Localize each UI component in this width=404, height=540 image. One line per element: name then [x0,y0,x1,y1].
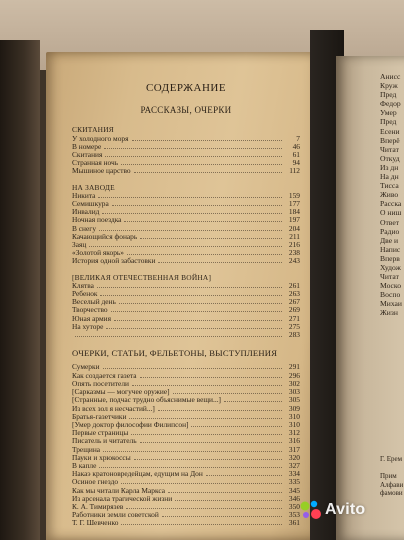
toc-entry-title: Никита [72,190,96,200]
toc-entry-title: Семишкура [72,199,109,209]
toc-entry-title: К. А. Тимирязев [72,501,124,511]
dot-leader [99,230,282,231]
toc-entry-page: 312 [288,428,300,438]
toc-section [72,274,300,340]
toc-entry-title: Заяц [72,240,87,250]
dot-leader [105,156,282,157]
right-page-line: Худож [380,262,401,272]
right-page-line: Федор [380,99,401,109]
right-page-line: Круж [380,81,398,91]
dot-leader [89,246,282,247]
toc-entry-title: В номере [72,141,102,151]
right-page-line: Радио [380,226,400,236]
toc-entry-title: [Умер доктор философии Филипсон] [72,419,189,429]
toc-section-head: НА ЗАВОДЕ [72,182,115,192]
toc-entry-page: 345 [288,485,300,495]
toc-entry-title: Писатель и читатель [72,436,137,446]
part2-title: ОЧЕРКИ, СТАТЬИ, ФЕЛЬЕТОНЫ, ВЫСТУПЛЕНИЯ [72,348,278,359]
right-page-note-line: фамови [380,489,403,497]
toc-entry-title: Сумерки [72,362,100,372]
dot-leader [121,524,282,525]
toc-entry-page: 305 [288,395,300,405]
right-page-line: Пред [380,117,397,127]
right-page-line: На дн [380,172,399,182]
toc-entry-page: 211 [289,231,300,241]
right-page-note [380,455,404,498]
toc-entry-title: Юная армия [72,313,111,323]
right-page-line: Умер [380,108,397,118]
toc-entry-page: 61 [292,150,300,160]
toc-entry-page: 267 [288,297,300,307]
dot-leader [99,467,282,468]
dot-leader [175,500,282,501]
right-page-line: Анисс [380,72,401,81]
toc-entry-page: 310 [288,419,300,429]
right-page-line: Вперв [380,253,400,263]
dot-leader [132,140,282,141]
toc-entry [72,437,300,445]
toc-entry-title: Как создается газета [72,370,137,380]
dot-leader [173,393,282,394]
dot-leader [121,483,282,484]
toc-entry-title: Мышиное царство [72,166,131,176]
dot-leader [102,213,282,214]
dot-leader [158,262,282,263]
toc-entry-page: 346 [288,493,300,503]
toc-entry [72,331,300,339]
dot-leader [114,320,282,321]
right-page-line: Жизн [380,308,398,318]
toc-entry-title: Первые страницы [72,428,129,438]
toc-entry-title: Из арсенала трагической жизни [72,493,173,503]
dot-leader [124,221,282,222]
avito-logo-icon [300,500,322,520]
toc-entry-title: Опять посетители [72,378,129,388]
toc-entry [72,282,300,290]
right-page-line: Читат [380,272,399,282]
toc-section [72,126,300,175]
toc-entry-title: Странная ночь [72,158,119,168]
right-page-line: Моско [380,281,402,291]
dot-leader [100,295,282,296]
toc-entry-page: 7 [296,133,300,143]
right-page-line: Пред [380,90,397,100]
toc-section-head: СКИТАНИЯ [72,125,114,135]
dot-leader [134,172,282,173]
toc-section [72,184,300,266]
toc-entry-title: Творчество [72,305,108,315]
toc-entry-page: 296 [288,370,300,380]
toc-entry-title: В капле [72,460,97,470]
toc-entry [72,135,300,143]
toc-entry-page: 159 [288,190,300,200]
toc-entry-title: Т. Г. Шевченко [72,518,119,528]
toc-entry-page: 309 [288,403,300,413]
toc-entry-page: 303 [288,387,300,397]
toc-entry-title: Братья-газетчики [72,411,127,421]
dot-leader [224,401,282,402]
toc-entry [72,519,300,527]
toc-entry-page: 269 [288,305,300,315]
right-page-line: Напис [380,244,401,254]
toc-entry-page: 197 [288,215,300,225]
toc-entry [72,233,300,241]
toc-entry-page: 302 [288,378,300,388]
toc-entry-page: 243 [288,256,300,266]
toc-sections [72,126,300,339]
right-page-text [380,72,404,318]
toc-entry-page: 184 [288,207,300,217]
right-page-line: Расска [380,199,402,209]
right-page-line: Ответ [380,217,400,227]
dot-leader [103,368,282,369]
avito-watermark [300,500,365,520]
right-page-line: Из дн [380,162,399,172]
table-of-contents [72,84,300,528]
dot-leader [134,459,282,460]
dot-leader [127,254,282,255]
dot-leader [168,492,282,493]
toc-entry-title: Как мы читали Карла Маркса [72,485,165,495]
toc-entry [72,200,300,208]
right-page-line: Читат [380,144,399,154]
toc-entry [72,454,300,462]
toc-entry-page: 327 [288,460,300,470]
toc-part2-entries [72,363,300,527]
dot-leader [121,164,282,165]
toc-entry-page: 275 [288,321,300,331]
toc-entry [72,257,300,265]
toc-entry-page: 112 [289,166,300,176]
toc-entry-page: 177 [288,199,300,209]
dot-leader [132,385,282,386]
toc-entry-title: «Золотой якорь» [72,248,124,258]
toc-entry-title: В снегу [72,223,97,233]
dot-leader [140,442,282,443]
dot-leader [75,336,282,337]
dot-leader [162,516,282,517]
toc-entry-page: 320 [288,452,300,462]
toc-entry-page: 353 [288,510,300,520]
dot-leader [158,410,282,411]
dot-leader [98,197,282,198]
toc-entry-page: 291 [288,362,300,372]
toc-entry-title: У холодного моря [72,133,129,143]
right-page-line: О ниш [380,208,402,218]
dot-leader [112,205,282,206]
toc-entry-title: Веселый день [72,297,116,307]
right-page-note-line [380,464,404,473]
toc-entry [72,216,300,224]
dot-leader [119,303,282,304]
toc-entry-page: 271 [288,313,300,323]
dot-leader [140,377,282,378]
right-page-note-line: Алфави [380,480,404,489]
toc-entry-page: 361 [288,518,300,528]
dot-leader [131,434,282,435]
toc-entry-title: Скитания [72,150,103,160]
right-page-line: Вперё [380,135,400,145]
toc-section-head: [ВЕЛИКАЯ ОТЕЧЕСТВЕННАЯ ВОЙНА] [72,272,212,282]
part-title: РАССКАЗЫ, ОЧЕРКИ [140,105,232,116]
toc-entry-page: 317 [288,444,300,454]
toc-entry-title: [Странные, подчас трудно объяснимые вещи...] [72,395,221,405]
toc-entry-page: 310 [288,411,300,421]
toc-entry-title: Трещина [72,444,101,454]
toc-entry-title: Инвалид [72,207,100,217]
toc-entry-title: Накаэ кратоновредейцам, едущим на Дон [72,469,203,479]
toc-entry [72,323,300,331]
toc-entry-title: Ночная поездка [72,215,122,225]
dot-leader [104,148,282,149]
right-page-line: Живо [380,190,399,200]
toc-entry-title: Клятва [72,280,94,290]
toc-entry-page: 350 [288,501,300,511]
toc-entry-title: История одной забастовки [72,256,156,266]
toc-entry-title: [Сарказмы — могучее оружие] [72,387,170,397]
toc-entry-page: 263 [288,289,300,299]
toc-entry-page: 261 [288,280,300,290]
toc-entry-title: Качающийся фонарь [72,231,138,241]
toc-entry [72,315,300,323]
toc-heading: СОДЕРЖАНИЕ [145,82,227,94]
toc-entry-title: Из всех зол я несчастий...] [72,403,155,413]
avito-brand-text: Avito [325,501,366,518]
dot-leader [191,426,282,427]
toc-entry-title: Ребенок [72,289,98,299]
toc-entry-page: 316 [288,436,300,446]
dot-leader [206,475,282,476]
toc-entry [72,167,300,175]
toc-entry-page: 335 [288,477,300,487]
toc-entry-page: 283 [288,330,300,340]
toc-entry [72,143,300,151]
dot-leader [140,238,282,239]
toc-entry-page: 334 [288,469,300,479]
dot-leader [103,451,282,452]
dot-leader [111,311,282,312]
right-page-line: Михаи [380,299,402,309]
right-page-note-line: Г. Ерем [380,455,403,463]
right-page-line: Есени [380,126,400,136]
toc-entry-page: 204 [288,223,300,233]
dot-leader [129,418,282,419]
toc-entry-page: 46 [292,141,300,151]
right-page-note-line: Прим [380,472,397,480]
dot-leader [126,508,282,509]
dot-leader [106,328,282,329]
toc-entry-page: 94 [292,158,300,168]
right-page-line: Воспо [380,290,401,300]
toc-entry-title: Работники земли советской [72,510,159,520]
dot-leader [97,287,282,288]
right-page-line: Тисса [380,181,399,191]
toc-entry-title: Осиное гнездо [72,477,119,487]
right-page-line: Две и [380,235,399,245]
toc-entry-page: 238 [288,248,300,258]
left-shadow [0,40,40,540]
toc-entry-title: На хуторе [72,321,104,331]
toc-entry-page: 216 [288,240,300,250]
right-page-line: Откуд [380,153,400,163]
toc-entry-title: Пауки и хрюкоссы [72,452,131,462]
